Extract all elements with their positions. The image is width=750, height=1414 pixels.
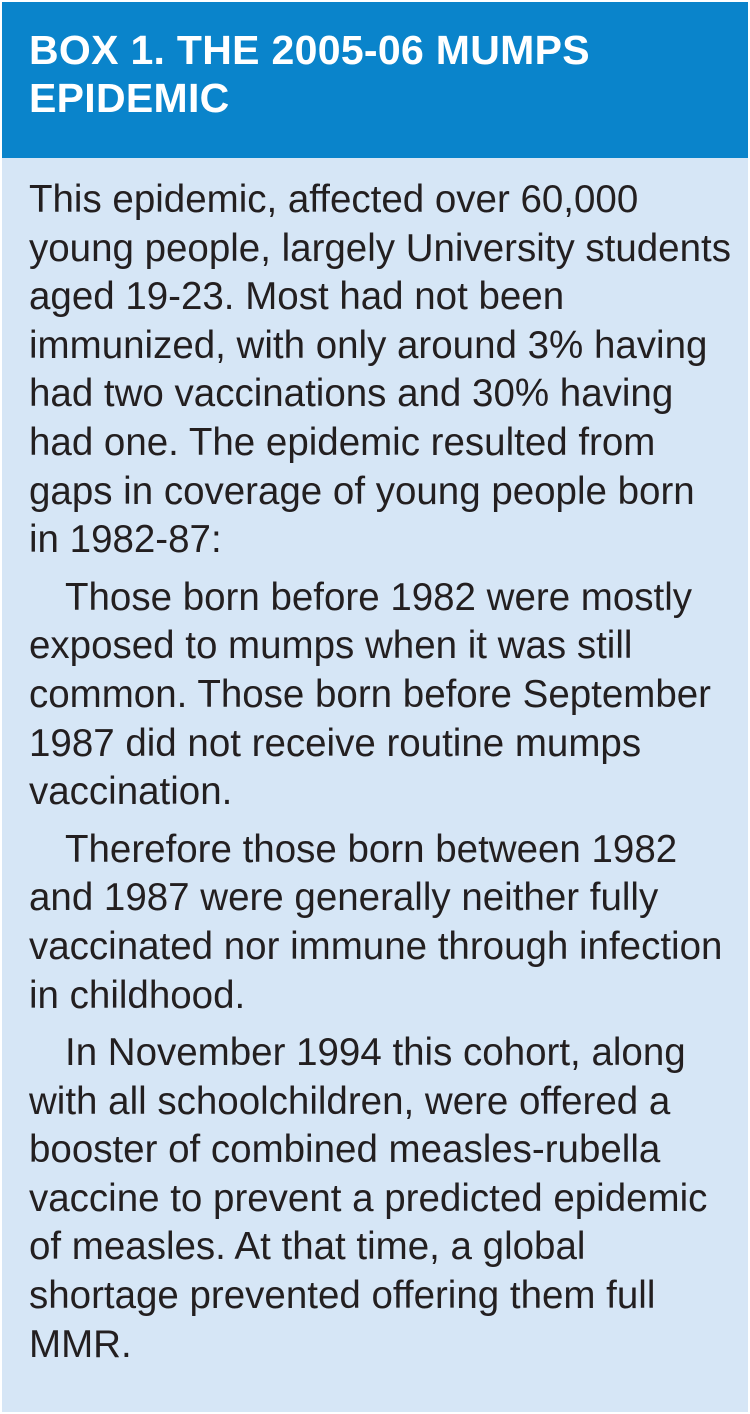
info-box — [2, 2, 748, 1412]
paragraph-conclusion: Therefore those born between 1982 and 1987 were generally neither fully vaccinated nor immune through infection in childhood. — [29, 827, 723, 1017]
box-title: BOX 1. THE 2005-06 MUMPS EPIDEMIC — [29, 27, 590, 121]
paragraph-exposure: Those born before 1982 were mostly exposed to mumps when it was still common. Those born before September 1987 did not receive routine mumps vaccination. — [29, 575, 711, 814]
paragraph-booster: In November 1994 this cohort, along with all schoolchildren, were offered a booster of combined measles-rubella vaccine to prevent a predicted epidemic of measles. At that time, a global shortage prevented offering them full MMR. — [29, 1031, 708, 1366]
box-header — [2, 2, 748, 158]
box-body — [2, 158, 748, 1369]
paragraph-intro: This epidemic, affected over 60,000 young people, largely University students aged 19-23. Most had not been immunized, with only around 3% having had two vaccinations and 30% having had one. The epidemic resulted from gaps in coverage of young people born in 1982-87: — [29, 178, 731, 562]
